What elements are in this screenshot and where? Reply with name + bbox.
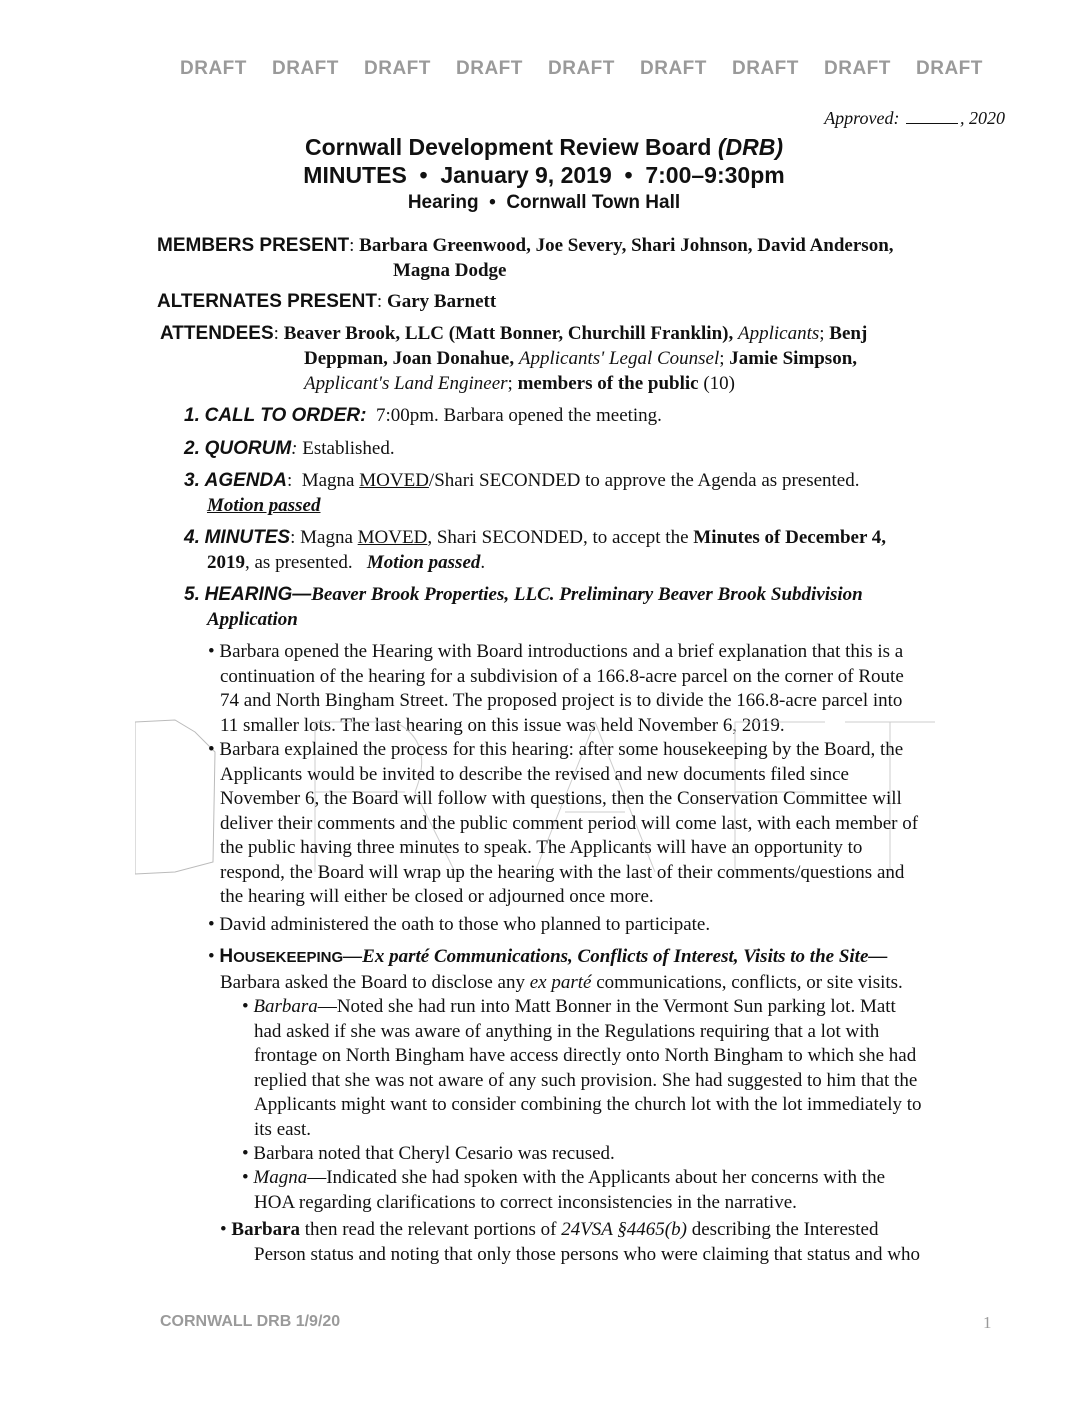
bullet-line: had asked if she was aware of anything in the Regulations requiring that a lot with	[254, 1020, 880, 1042]
item-hearing-cont	[207, 607, 298, 632]
draft-label: DRAFT	[456, 58, 523, 79]
attendees-role: Applicants	[737, 323, 820, 344]
attendees-cont2	[304, 371, 735, 396]
item-moved: MOVED	[359, 470, 429, 491]
document-title	[0, 134, 1088, 161]
title-abbr: (DRB)	[717, 134, 783, 160]
attendees-sep: ;	[719, 348, 730, 369]
bullet-text: then read the relevant portions of	[300, 1219, 562, 1240]
subbullet-magna: • Magna—Indicated she had spoken with the Applicants about her concerns with the HOA regarding clarifications to correct inconsistencies in the narrative.	[242, 1166, 885, 1215]
item-title: Application	[207, 609, 298, 630]
members-names-cont: Magna Dodge	[393, 260, 507, 281]
item-text: : Magna	[286, 470, 360, 491]
item-label: HEARING—	[204, 584, 312, 605]
item-colon: :	[291, 438, 298, 459]
item-text: .	[480, 552, 486, 573]
bullet-text: describing the Interested	[686, 1219, 879, 1240]
item-number: 2.	[184, 438, 200, 459]
bullet-oath: • David administered the oath to those who planned to participate.	[208, 914, 711, 935]
draft-label: DRAFT	[548, 58, 615, 79]
housekeeping-title: —Ex parté Communications, Conflicts of Interest, Visits to the Site—	[343, 946, 888, 967]
item-text: , Shari SECONDED, to accept the	[427, 527, 694, 548]
hearing-location-line: Hearing • Cornwall Town Hall	[407, 192, 681, 213]
item-number: 5.	[184, 584, 200, 605]
members-label: MEMBERS PRESENT	[157, 235, 350, 256]
attendees-text: Deppman, Joan Donahue,	[304, 348, 515, 369]
bullet-line: continuation of the hearing for a subdivision of a 166.8-acre parcel on the corner of Route	[220, 665, 904, 687]
approved-date-blank	[906, 123, 958, 124]
item-number: 4.	[184, 527, 200, 548]
speaker-name: Magna	[253, 1167, 308, 1188]
footer-page-number: 1	[983, 1313, 992, 1332]
alternates-names: Gary Barnett	[386, 291, 497, 312]
bullet-line: deliver their comments and the public comment period will come last, with each member of	[220, 812, 919, 834]
motion-passed: Motion passed	[366, 552, 481, 573]
item-number: 1.	[184, 405, 200, 426]
alternates-present: ALTERNATES PRESENT: Gary Barnett	[157, 291, 497, 312]
approved-label: Approved:	[824, 108, 900, 128]
draft-label: DRAFT	[916, 58, 983, 79]
item-label: CALL TO ORDER:	[204, 405, 367, 426]
bullet-line: • Barbara opened the Hearing with Board introductions and a brief explanation that this is a	[208, 641, 904, 662]
bullet-line: November 6, the Board will follow with questions, then the Conservation Committee will	[220, 788, 902, 809]
bullet-line: replied that she was not aware of any such provision. She had suggested to him that the	[254, 1069, 918, 1091]
attendees-role: Applicants' Legal Counsel	[518, 348, 720, 369]
attendees-sep: ;	[819, 323, 830, 344]
attendees: ATTENDEES: Beaver Brook, LLC (Matt Bonner, Churchill Franklin), Applicants; Benj	[160, 323, 868, 344]
item-number: 3.	[184, 470, 200, 491]
draft-header-row	[180, 58, 1008, 80]
title-text: Cornwall Development Review Board	[305, 134, 712, 160]
item-text: Established.	[302, 438, 395, 459]
housekeeping-cap: H	[219, 946, 234, 967]
members-present-cont	[393, 258, 506, 283]
motion-passed: Motion passed	[207, 495, 321, 516]
members-names: Barbara Greenwood, Joe Severy, Shari Johnson, David Anderson,	[359, 235, 894, 256]
attendees-label: ATTENDEES	[160, 323, 274, 344]
bullet-line: respond, the Board will wrap up the hearing with the last of their comments/questions and	[220, 861, 905, 883]
bullet-line: Applicants might want to consider combining the church lot with the lot immediately to	[254, 1094, 922, 1115]
bullet-process	[208, 738, 918, 910]
item-title: Beaver Brook Properties, LLC. Preliminary Beaver Brook Subdivision	[311, 584, 863, 605]
attendees-sep: ;	[507, 373, 518, 394]
item-minutes	[184, 525, 886, 550]
bullet-text: communications, conflicts, or site visits.	[591, 971, 903, 993]
attendees-text: members of the public	[517, 373, 699, 394]
item-agenda-result	[207, 493, 321, 518]
bullet-line: Person status and noting that only those persons who were claiming that status and who	[254, 1243, 920, 1265]
item-moved: MOVED	[357, 527, 428, 548]
bullet-line: Applicants would be invited to describe the revised and new documents filed since	[220, 763, 849, 785]
item-text: /Shari SECONDED to approve the Agenda as presented.	[428, 470, 860, 491]
item-text: 7:00pm. Barbara opened the meeting.	[375, 405, 662, 426]
draft-label: DRAFT	[640, 58, 707, 79]
bullet-line: HOA regarding clarifications to correct inconsistencies in the narrative.	[254, 1191, 797, 1213]
speaker-name: Barbara	[253, 996, 318, 1017]
bullet-italic: ex parté	[529, 971, 592, 993]
draft-label: DRAFT	[272, 58, 339, 79]
attendees-text: Beaver Brook, LLC (Matt Bonner, Churchill Franklin),	[283, 323, 734, 344]
alternates-label: ALTERNATES PRESENT	[157, 291, 377, 312]
members-present: MEMBERS PRESENT: Barbara Greenwood, Joe Severy, Shari Johnson, David Anderson,	[157, 235, 894, 256]
item-hearing	[184, 582, 863, 607]
draft-label: DRAFT	[732, 58, 799, 79]
statute-ref: 24VSA §4465(b)	[561, 1219, 687, 1240]
bullet-line: frontage on North Bingham have access directly onto North Bingham to which she had	[254, 1045, 917, 1066]
bullet-housekeeping	[208, 945, 903, 995]
draft-label: DRAFT	[364, 58, 431, 79]
bullet-line: 11 smaller lots. The last hearing on this issue was held November 6, 2019.	[220, 714, 785, 736]
item-call-to-order	[184, 403, 662, 428]
speaker-name: Barbara	[231, 1219, 301, 1240]
draft-label: DRAFT	[180, 58, 247, 79]
approved-line	[824, 108, 1005, 129]
item-label: AGENDA	[204, 470, 287, 491]
bullet-line: 74 and North Bingham Street. The proposed project is to divide the 166.8-acre parcel into	[220, 690, 903, 711]
subbullet-barbara: • Barbara—Noted she had run into Matt Bonner in the Vermont Sun parking lot. Matt had asked if she was aware of anything in the Regulations requiring that a lot with frontage on North Bingham have access directly onto North Bingham to which she had replied that she was not aware of any such provision. She had suggested to him that the Applicants might want to consider combining the church lot with the lot immediately to its east.	[242, 995, 922, 1142]
bullet-interested-person: • Barbara then read the relevant portions of 24VSA §4465(b) describing the Interested Person status and noting that only those persons who were claiming that status and who	[220, 1218, 920, 1267]
item-agenda	[184, 468, 860, 493]
draft-label: DRAFT	[824, 58, 891, 79]
approved-year: , 2020	[960, 108, 1005, 128]
bullet-text: Barbara asked the Board to disclose any	[220, 971, 530, 993]
item-minutes-cont	[207, 550, 485, 575]
bullet-line: its east.	[254, 1118, 311, 1140]
item-label: QUORUM	[204, 438, 292, 459]
bullet-text: —Indicated she had spoken with the Applicants about her concerns with the	[307, 1167, 885, 1188]
attendees-text: Benj	[829, 323, 868, 344]
footer-doc-id: CORNWALL DRB 1/9/20	[160, 1313, 341, 1330]
item-text: , as presented.	[245, 552, 367, 573]
bullet-line: • Barbara explained the process for this hearing: after some housekeeping by the Board, the	[208, 739, 904, 760]
attendees-text: Jamie Simpson,	[729, 348, 858, 369]
attendees-count: (10)	[698, 373, 735, 394]
item-bold: 2019	[207, 552, 245, 573]
item-text: : Magna	[290, 527, 358, 548]
item-quorum	[184, 436, 395, 461]
bullet-line: the public having three minutes to speak. The Applicants will have an opportunity to	[220, 837, 863, 858]
attendees-role: Applicant's Land Engineer	[304, 373, 508, 394]
minutes-date-line: MINUTES • January 9, 2019 • 7:00–9:30pm	[303, 162, 785, 188]
bullet-text: —Noted she had run into Matt Bonner in the Vermont Sun parking lot. Matt	[317, 996, 896, 1017]
housekeeping-label: OUSEKEEPING	[233, 949, 344, 966]
item-label: MINUTES	[204, 527, 291, 548]
bullet-line: the hearing will either be closed or adjourned once more.	[220, 886, 654, 907]
subbullet-recused: • Barbara noted that Cheryl Cesario was recused.	[242, 1143, 615, 1164]
item-bold: Minutes of December 4,	[693, 527, 887, 548]
bullet-mark: •	[208, 946, 220, 967]
attendees-cont	[304, 346, 857, 371]
